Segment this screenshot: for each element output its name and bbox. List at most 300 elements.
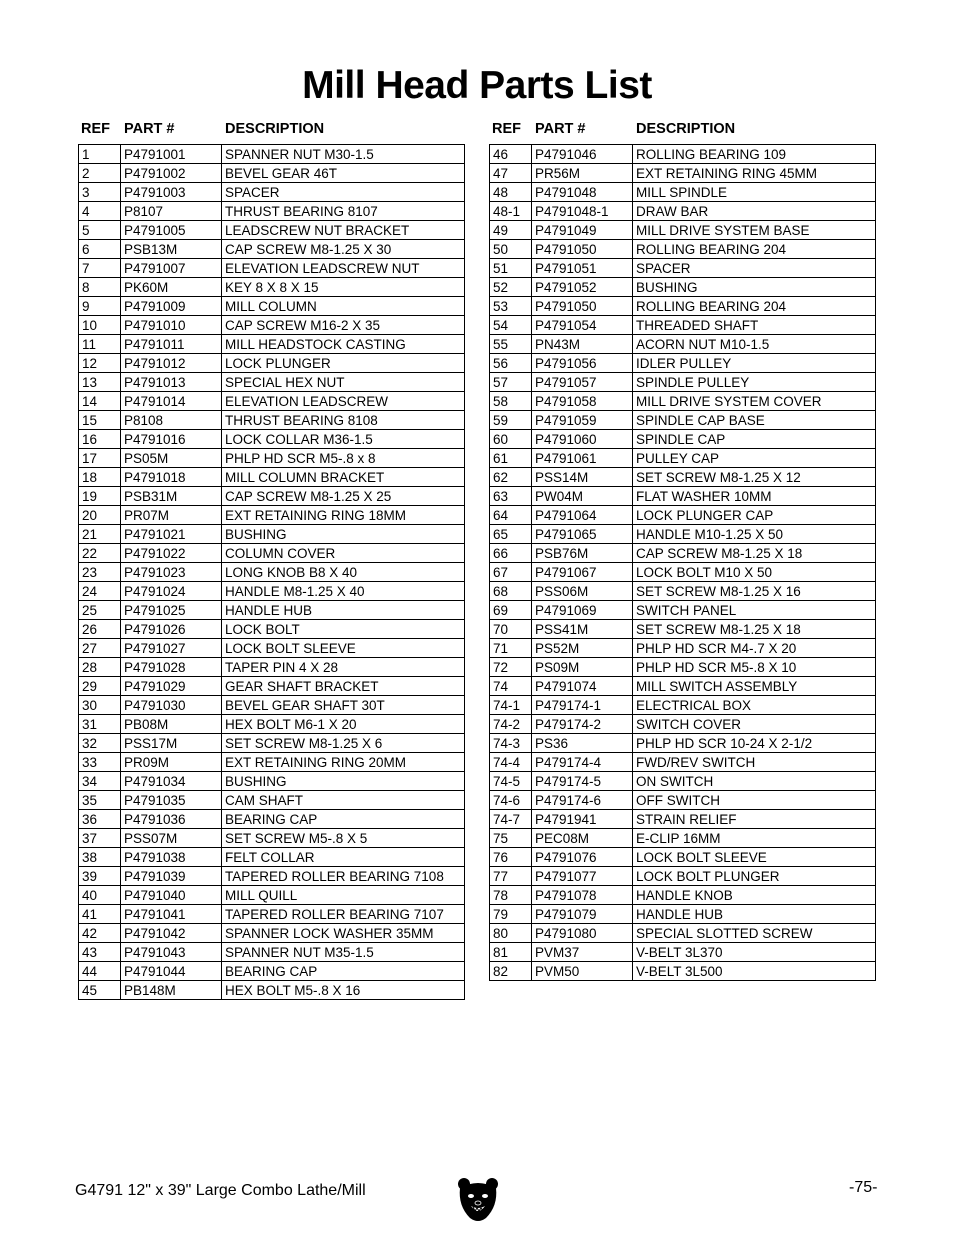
table-row [490,240,876,259]
header-description: DESCRIPTION [636,121,736,137]
description-cell: HEX BOLT M6-1 X 20 [222,715,465,734]
ref-cell: 14 [79,392,121,411]
description-cell: HEX BOLT M5-.8 X 16 [222,981,465,1000]
description-cell: BUSHING [222,772,465,791]
part-number-cell: PSB13M [121,240,222,259]
description-cell: SWITCH PANEL [633,601,876,620]
part-number-cell: PSB31M [121,487,222,506]
table-row [79,544,465,563]
table-row [490,202,876,221]
part-number-cell: P4791026 [121,620,222,639]
description-cell: EXT RETAINING RING 18MM [222,506,465,525]
part-number-cell: PSS17M [121,734,222,753]
parts-list-left [78,120,465,1000]
description-cell: TAPERED ROLLER BEARING 7107 [222,905,465,924]
description-cell: BUSHING [633,278,876,297]
part-number-cell: PVM37 [532,943,633,962]
table-row [490,449,876,468]
part-number-cell: PSB76M [532,544,633,563]
table-row [490,506,876,525]
description-cell: CAP SCREW M8-1.25 X 18 [633,544,876,563]
ref-cell: 36 [79,810,121,829]
column-headers-left [78,120,465,144]
ref-cell: 74-5 [490,772,532,791]
description-cell: STRAIN RELIEF [633,810,876,829]
description-cell: CAM SHAFT [222,791,465,810]
table-row [79,924,465,943]
table-row [79,848,465,867]
table-row [490,183,876,202]
part-number-cell: P4791002 [121,164,222,183]
table-row [490,943,876,962]
ref-cell: 74-1 [490,696,532,715]
part-number-cell: P4791028 [121,658,222,677]
part-number-cell: P4791013 [121,373,222,392]
table-row [79,164,465,183]
part-number-cell: P4791077 [532,867,633,886]
ref-cell: 56 [490,354,532,373]
part-number-cell: P4791080 [532,924,633,943]
part-number-cell: P4791064 [532,506,633,525]
ref-cell: 53 [490,297,532,316]
table-row [490,316,876,335]
description-cell: HANDLE M8-1.25 X 40 [222,582,465,601]
part-number-cell: P4791027 [121,639,222,658]
table-row [79,183,465,202]
table-row [79,696,465,715]
table-row [79,943,465,962]
description-cell: LOCK BOLT PLUNGER [633,867,876,886]
table-row [490,278,876,297]
ref-cell: 12 [79,354,121,373]
part-number-cell: P4791038 [121,848,222,867]
table-row [490,905,876,924]
description-cell: ON SWITCH [633,772,876,791]
table-row [79,506,465,525]
ref-cell: 57 [490,373,532,392]
table-row [490,753,876,772]
description-cell: SPINDLE PULLEY [633,373,876,392]
description-cell: ELEVATION LEADSCREW [222,392,465,411]
description-cell: MILL SWITCH ASSEMBLY [633,677,876,696]
table-row [490,297,876,316]
ref-cell: 68 [490,582,532,601]
table-row [79,278,465,297]
table-row [490,962,876,981]
description-cell: LOCK BOLT [222,620,465,639]
parts-table-left [78,144,465,1000]
description-cell: CAP SCREW M8-1.25 X 25 [222,487,465,506]
description-cell: SWITCH COVER [633,715,876,734]
ref-cell: 72 [490,658,532,677]
page-title: Mill Head Parts List [302,64,652,107]
part-number-cell: P4791012 [121,354,222,373]
part-number-cell: P4791025 [121,601,222,620]
part-number-cell: PR56M [532,164,633,183]
part-number-cell: P4791044 [121,962,222,981]
part-number-cell: PSS41M [532,620,633,639]
description-cell: HANDLE HUB [222,601,465,620]
part-number-cell: P4791023 [121,563,222,582]
part-number-cell: P8107 [121,202,222,221]
ref-cell: 34 [79,772,121,791]
part-number-cell: PEC08M [532,829,633,848]
description-cell: TAPER PIN 4 X 28 [222,658,465,677]
description-cell: MILL COLUMN [222,297,465,316]
table-row [79,810,465,829]
part-number-cell: P4791069 [532,601,633,620]
ref-cell: 65 [490,525,532,544]
ref-cell: 24 [79,582,121,601]
description-cell: FWD/REV SWITCH [633,753,876,772]
description-cell: V-BELT 3L500 [633,962,876,981]
ref-cell: 76 [490,848,532,867]
part-number-cell: PB148M [121,981,222,1000]
description-cell: MILL HEADSTOCK CASTING [222,335,465,354]
description-cell: OFF SWITCH [633,791,876,810]
table-row [79,240,465,259]
part-number-cell: P4791065 [532,525,633,544]
ref-cell: 15 [79,411,121,430]
table-row [79,981,465,1000]
description-cell: LOCK BOLT SLEEVE [633,848,876,867]
table-row [490,145,876,164]
table-row [79,563,465,582]
description-cell: LOCK COLLAR M36-1.5 [222,430,465,449]
ref-cell: 10 [79,316,121,335]
ref-cell: 47 [490,164,532,183]
bear-head-icon [456,1176,500,1224]
description-cell: HANDLE HUB [633,905,876,924]
ref-cell: 61 [490,449,532,468]
description-cell: SPANNER LOCK WASHER 35MM [222,924,465,943]
ref-cell: 39 [79,867,121,886]
description-cell: SPECIAL SLOTTED SCREW [633,924,876,943]
description-cell: PHLP HD SCR M5-.8 X 10 [633,658,876,677]
header-part: PART # [124,121,175,137]
description-cell: MILL COLUMN BRACKET [222,468,465,487]
table-row [79,867,465,886]
table-row [490,886,876,905]
part-number-cell: PSS07M [121,829,222,848]
part-number-cell: P4791056 [532,354,633,373]
part-number-cell: P4791941 [532,810,633,829]
page-number: -75- [849,1179,878,1196]
table-row [490,658,876,677]
part-number-cell: P4791022 [121,544,222,563]
table-row [490,563,876,582]
description-cell: KEY 8 X 8 X 15 [222,278,465,297]
description-cell: PHLP HD SCR M5-.8 x 8 [222,449,465,468]
description-cell: BUSHING [222,525,465,544]
table-row [490,525,876,544]
table-row [79,791,465,810]
table-row [490,335,876,354]
table-row [79,905,465,924]
description-cell: ELEVATION LEADSCREW NUT [222,259,465,278]
description-cell: SPACER [633,259,876,278]
ref-cell: 66 [490,544,532,563]
part-number-cell: P4791048-1 [532,202,633,221]
part-number-cell: PS09M [532,658,633,677]
description-cell: HANDLE M10-1.25 X 50 [633,525,876,544]
table-row [79,145,465,164]
description-cell: COLUMN COVER [222,544,465,563]
part-number-cell: PS36 [532,734,633,753]
ref-cell: 5 [79,221,121,240]
part-number-cell: P4791058 [532,392,633,411]
description-cell: SPECIAL HEX NUT [222,373,465,392]
ref-cell: 43 [79,943,121,962]
ref-cell: 75 [490,829,532,848]
ref-cell: 74-4 [490,753,532,772]
description-cell: THRUST BEARING 8108 [222,411,465,430]
ref-cell: 82 [490,962,532,981]
part-number-cell: PS52M [532,639,633,658]
description-cell: SPINDLE CAP [633,430,876,449]
description-cell: TAPERED ROLLER BEARING 7108 [222,867,465,886]
description-cell: IDLER PULLEY [633,354,876,373]
part-number-cell: PSS14M [532,468,633,487]
table-row [79,449,465,468]
description-cell: LONG KNOB B8 X 40 [222,563,465,582]
ref-cell: 11 [79,335,121,354]
part-number-cell: P4791039 [121,867,222,886]
ref-cell: 51 [490,259,532,278]
ref-cell: 55 [490,335,532,354]
description-cell: SPANNER NUT M35-1.5 [222,943,465,962]
ref-cell: 44 [79,962,121,981]
table-row [79,297,465,316]
part-number-cell: P479174-2 [532,715,633,734]
table-row [490,601,876,620]
part-number-cell: P4791005 [121,221,222,240]
ref-cell: 59 [490,411,532,430]
ref-cell: 37 [79,829,121,848]
ref-cell: 74-6 [490,791,532,810]
ref-cell: 74-2 [490,715,532,734]
description-cell: MILL SPINDLE [633,183,876,202]
part-number-cell: P4791079 [532,905,633,924]
table-row [490,221,876,240]
part-number-cell: P4791030 [121,696,222,715]
table-row [79,772,465,791]
description-cell: BEARING CAP [222,962,465,981]
table-row [79,677,465,696]
footer-model: G4791 12" x 39" Large Combo Lathe/Mill [75,1182,366,1199]
ref-cell: 22 [79,544,121,563]
table-row [79,734,465,753]
description-cell: MILL DRIVE SYSTEM BASE [633,221,876,240]
ref-cell: 45 [79,981,121,1000]
table-row [490,468,876,487]
description-cell: LOCK BOLT M10 X 50 [633,563,876,582]
part-number-cell: P4791040 [121,886,222,905]
table-row [79,601,465,620]
table-row [490,354,876,373]
part-number-cell: P8108 [121,411,222,430]
ref-cell: 4 [79,202,121,221]
description-cell: LOCK PLUNGER [222,354,465,373]
part-number-cell: P4791029 [121,677,222,696]
description-cell: CAP SCREW M16-2 X 35 [222,316,465,335]
table-row [79,259,465,278]
table-row [490,829,876,848]
table-row [79,962,465,981]
table-row [490,734,876,753]
table-row [79,373,465,392]
table-row [79,202,465,221]
table-row [79,582,465,601]
table-row [490,430,876,449]
table-row [79,411,465,430]
part-number-cell: PR07M [121,506,222,525]
part-number-cell: P4791061 [532,449,633,468]
ref-cell: 64 [490,506,532,525]
ref-cell: 28 [79,658,121,677]
description-cell: ACORN NUT M10-1.5 [633,335,876,354]
description-cell: DRAW BAR [633,202,876,221]
part-number-cell: P4791074 [532,677,633,696]
part-number-cell: P4791024 [121,582,222,601]
ref-cell: 54 [490,316,532,335]
description-cell: PHLP HD SCR 10-24 X 2-1/2 [633,734,876,753]
part-number-cell: P4791042 [121,924,222,943]
ref-cell: 80 [490,924,532,943]
part-number-cell: PB08M [121,715,222,734]
description-cell: PULLEY CAP [633,449,876,468]
part-number-cell: P4791041 [121,905,222,924]
description-cell: ROLLING BEARING 204 [633,240,876,259]
table-row [490,487,876,506]
part-number-cell: P4791057 [532,373,633,392]
part-number-cell: P479174-6 [532,791,633,810]
ref-cell: 33 [79,753,121,772]
table-row [490,924,876,943]
part-number-cell: PN43M [532,335,633,354]
table-row [490,867,876,886]
part-number-cell: P4791007 [121,259,222,278]
description-cell: SET SCREW M5-.8 X 5 [222,829,465,848]
description-cell: THREADED SHAFT [633,316,876,335]
part-number-cell: PVM50 [532,962,633,981]
description-cell: FELT COLLAR [222,848,465,867]
part-number-cell: P4791050 [532,240,633,259]
ref-cell: 29 [79,677,121,696]
ref-cell: 58 [490,392,532,411]
ref-cell: 41 [79,905,121,924]
ref-cell: 63 [490,487,532,506]
ref-cell: 7 [79,259,121,278]
ref-cell: 13 [79,373,121,392]
part-number-cell: P4791009 [121,297,222,316]
ref-cell: 74 [490,677,532,696]
part-number-cell: P479174-1 [532,696,633,715]
table-row [79,468,465,487]
description-cell: LEADSCREW NUT BRACKET [222,221,465,240]
ref-cell: 71 [490,639,532,658]
ref-cell: 50 [490,240,532,259]
ref-cell: 18 [79,468,121,487]
part-number-cell: P4791016 [121,430,222,449]
part-number-cell: P4791054 [532,316,633,335]
description-cell: SET SCREW M8-1.25 X 12 [633,468,876,487]
part-number-cell: PR09M [121,753,222,772]
parts-table-right [489,144,876,981]
ref-cell: 62 [490,468,532,487]
table-row [79,316,465,335]
ref-cell: 60 [490,430,532,449]
table-row [79,487,465,506]
ref-cell: 67 [490,563,532,582]
table-row [79,354,465,373]
table-row [79,221,465,240]
ref-cell: 30 [79,696,121,715]
ref-cell: 52 [490,278,532,297]
table-row [490,164,876,183]
part-number-cell: P4791014 [121,392,222,411]
ref-cell: 26 [79,620,121,639]
description-cell: PHLP HD SCR M4-.7 X 20 [633,639,876,658]
description-cell: FLAT WASHER 10MM [633,487,876,506]
part-number-cell: P4791018 [121,468,222,487]
description-cell: V-BELT 3L370 [633,943,876,962]
part-number-cell: P4791050 [532,297,633,316]
description-cell: E-CLIP 16MM [633,829,876,848]
part-number-cell: PW04M [532,487,633,506]
ref-cell: 19 [79,487,121,506]
part-number-cell: P4791003 [121,183,222,202]
description-cell: SPINDLE CAP BASE [633,411,876,430]
ref-cell: 25 [79,601,121,620]
table-row [490,848,876,867]
part-number-cell: P4791034 [121,772,222,791]
ref-cell: 46 [490,145,532,164]
ref-cell: 3 [79,183,121,202]
ref-cell: 17 [79,449,121,468]
ref-cell: 70 [490,620,532,639]
table-row [490,259,876,278]
ref-cell: 8 [79,278,121,297]
part-number-cell: P4791078 [532,886,633,905]
description-cell: SPANNER NUT M30-1.5 [222,145,465,164]
ref-cell: 35 [79,791,121,810]
part-number-cell: P4791060 [532,430,633,449]
part-number-cell: P4791048 [532,183,633,202]
ref-cell: 23 [79,563,121,582]
ref-cell: 20 [79,506,121,525]
description-cell: ELECTRICAL BOX [633,696,876,715]
ref-cell: 40 [79,886,121,905]
description-cell: ROLLING BEARING 109 [633,145,876,164]
table-row [490,791,876,810]
ref-cell: 79 [490,905,532,924]
ref-cell: 49 [490,221,532,240]
description-cell: MILL QUILL [222,886,465,905]
table-row [79,620,465,639]
ref-cell: 48-1 [490,202,532,221]
part-number-cell: P4791036 [121,810,222,829]
ref-cell: 16 [79,430,121,449]
ref-cell: 9 [79,297,121,316]
part-number-cell: P4791059 [532,411,633,430]
ref-cell: 74-7 [490,810,532,829]
table-row [79,658,465,677]
ref-cell: 21 [79,525,121,544]
description-cell: BEVEL GEAR 46T [222,164,465,183]
part-number-cell: P4791051 [532,259,633,278]
part-number-cell: P4791067 [532,563,633,582]
